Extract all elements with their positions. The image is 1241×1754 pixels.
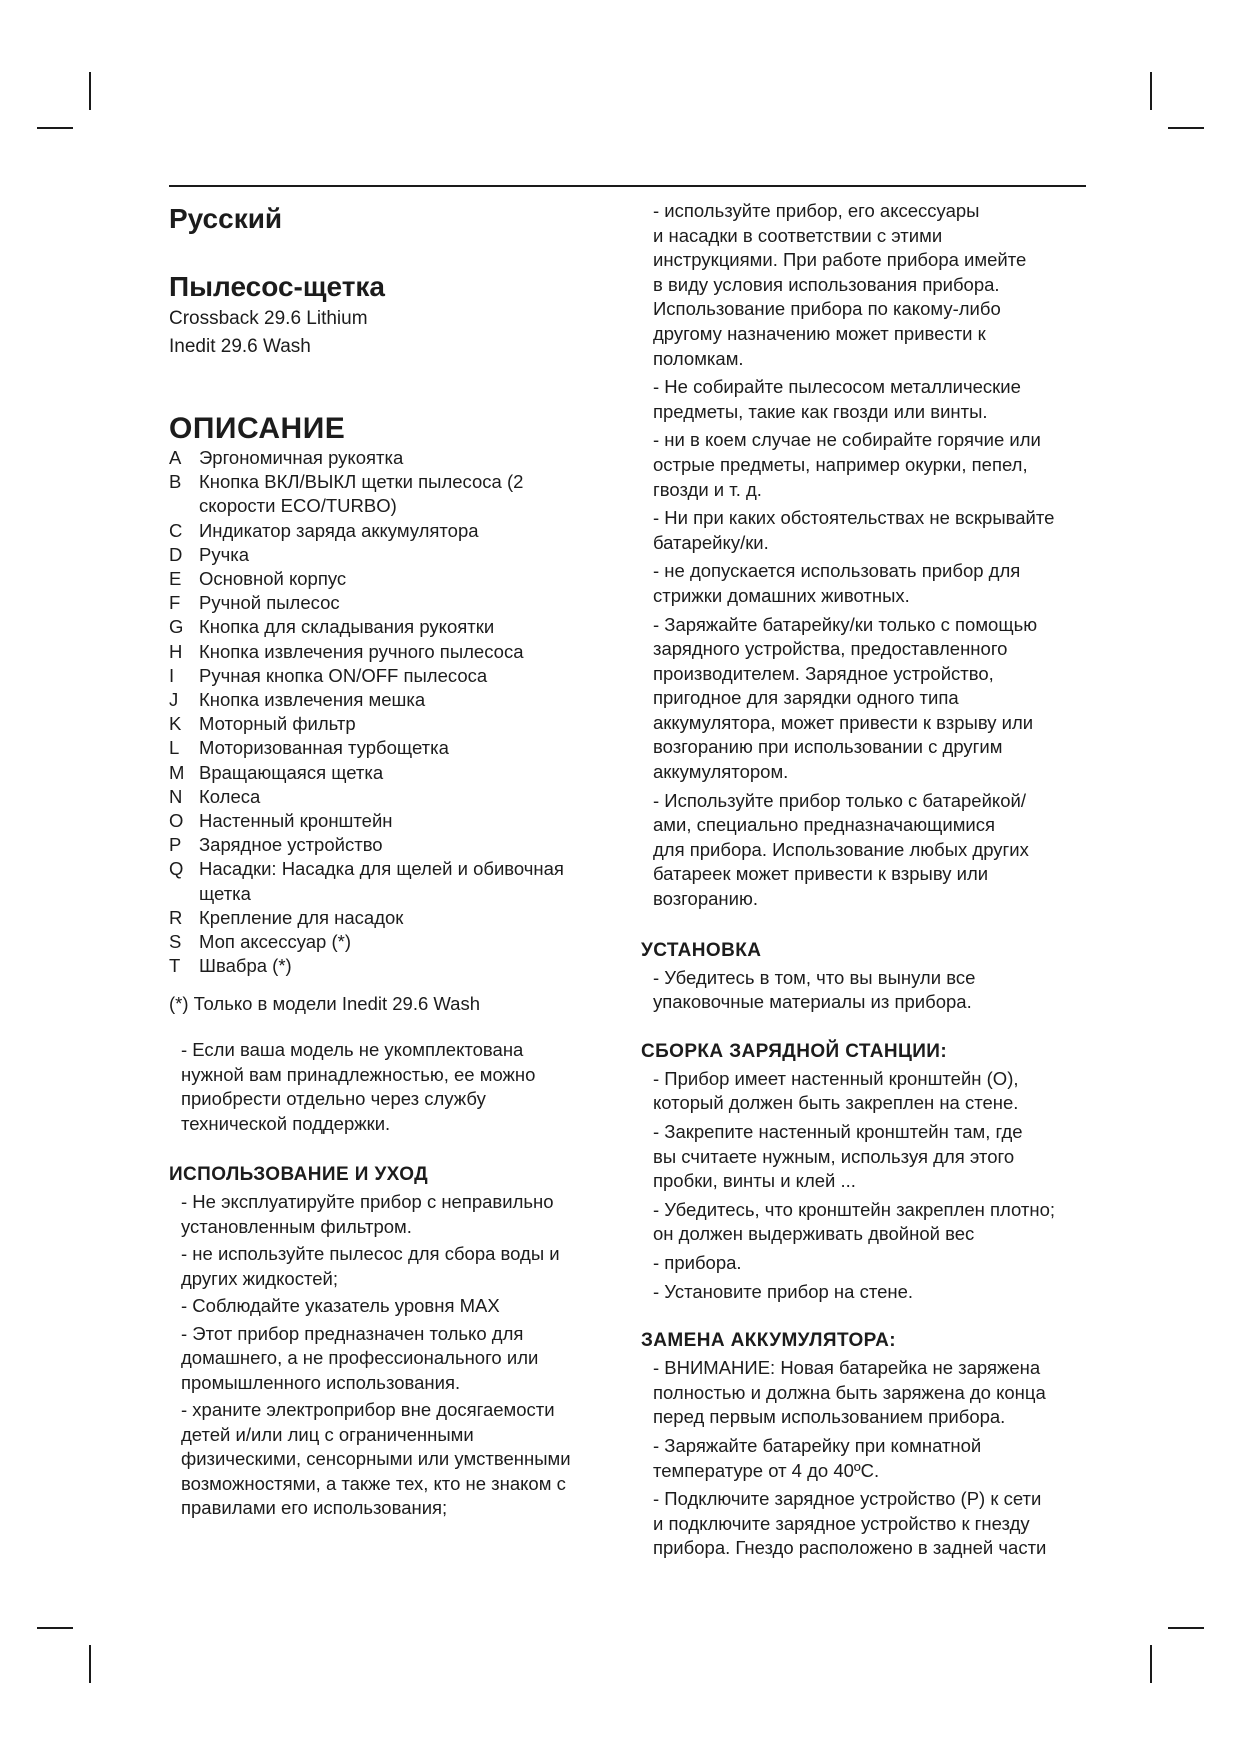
text-line: он должен выдерживать двойной вес xyxy=(653,1223,975,1245)
description-key: N xyxy=(169,785,183,807)
text-line: возможностями, а также тех, кто не знаком с xyxy=(181,1472,566,1494)
description-item xyxy=(169,543,624,567)
description-key: C xyxy=(169,519,183,541)
text-line: - Этот прибор предназначен только для xyxy=(181,1322,524,1344)
text-line: предметы, такие как гвозди или винты. xyxy=(653,400,988,422)
bullet-paragraph xyxy=(641,1356,1096,1430)
charging-station-list xyxy=(641,1067,1096,1304)
bullet-paragraph xyxy=(641,1198,1096,1247)
description-item xyxy=(169,785,624,809)
text-line: - используйте прибор, его аксессуары xyxy=(653,200,980,221)
installation-list xyxy=(641,966,1096,1015)
text-line: и подключите зарядное устройство к гнезду xyxy=(653,1512,1030,1534)
text-line: других жидкостей; xyxy=(181,1267,338,1289)
note-line: приобрести отдельно через службу xyxy=(181,1088,486,1110)
description-key: E xyxy=(169,568,182,590)
bullet-paragraph xyxy=(169,1322,624,1396)
crop-mark xyxy=(89,1645,91,1683)
usage-heading: ИСПОЛЬЗОВАНИЕ И УХОД xyxy=(169,1164,429,1186)
bullet-paragraph xyxy=(641,1487,1096,1561)
right-column xyxy=(641,199,1096,1565)
text-line: аккумулятора, может привести к взрыву или xyxy=(653,711,1034,733)
text-line: возгоранию. xyxy=(653,888,758,910)
description-key: I xyxy=(169,664,175,686)
description-key: P xyxy=(169,834,182,856)
description-key: O xyxy=(169,810,184,832)
text-line: - Заряжайте батарейку при комнатной xyxy=(653,1434,982,1456)
battery-list xyxy=(641,1356,1096,1561)
description-key: J xyxy=(169,689,179,711)
footnote: (*) Только в модели Inedit 29.6 Wash xyxy=(169,993,481,1015)
text-line: поломкам. xyxy=(653,347,744,369)
text-line: возгоранию при использовании с другим xyxy=(653,736,1003,758)
text-line: гвозди и т. д. xyxy=(653,478,762,500)
text-line: - Ни при каких обстоятельствах не вскрывайте xyxy=(653,507,1055,529)
description-text: Индикатор заряда аккумулятора xyxy=(199,519,479,541)
description-item xyxy=(169,591,624,615)
crop-mark xyxy=(37,127,73,129)
description-key: G xyxy=(169,616,184,638)
description-heading: ОПИСАНИЕ xyxy=(169,412,346,445)
bullet-paragraph xyxy=(641,506,1096,555)
text-line: который должен быть закреплен на стене. xyxy=(653,1092,1019,1114)
bullet-paragraph xyxy=(641,1067,1096,1116)
text-line: батарейку/ки. xyxy=(653,531,769,553)
text-line: упаковочные материалы из прибора. xyxy=(653,991,972,1013)
description-item xyxy=(169,446,624,470)
crop-mark xyxy=(89,72,91,110)
text-line: пробки, винты и клей ... xyxy=(653,1170,856,1192)
text-line: - ни в коем случае не собирайте горячие или xyxy=(653,429,1041,451)
description-item xyxy=(169,688,624,712)
top-rule xyxy=(169,185,1086,187)
installation-heading: УСТАНОВКА xyxy=(641,939,762,961)
bullet-paragraph xyxy=(169,1242,624,1291)
description-item xyxy=(169,809,624,833)
crop-mark xyxy=(1168,1627,1204,1629)
battery-heading: ЗАМЕНА АККУМУЛЯТОРА: xyxy=(641,1330,896,1352)
bullet-paragraph xyxy=(641,1280,1096,1305)
text-line: зарядного устройства, предоставленного xyxy=(653,638,1008,660)
description-key: R xyxy=(169,906,183,928)
text-line: - Не эксплуатируйте прибор с неправильно xyxy=(181,1191,554,1213)
description-text: Вращающаяся щетка xyxy=(199,761,384,783)
text-line: промышленного использования. xyxy=(181,1371,461,1393)
bullet-paragraph xyxy=(641,375,1096,424)
description-key: T xyxy=(169,955,181,977)
description-text: Швабра (*) xyxy=(199,955,292,977)
text-line: установленным фильтром. xyxy=(181,1215,412,1237)
description-text: Кнопка извлечения мешка xyxy=(199,689,426,711)
text-line: - Подключите зарядное устройство (P) к сети xyxy=(653,1488,1042,1510)
crop-mark xyxy=(1150,1645,1152,1683)
description-key: B xyxy=(169,471,182,493)
description-key: Q xyxy=(169,858,184,880)
text-line: инструкциями. При работе прибора имейте xyxy=(653,249,1027,271)
bullet-paragraph xyxy=(169,1294,624,1319)
bullet-paragraph xyxy=(169,1190,624,1239)
description-item xyxy=(169,930,624,954)
text-line: перед первым использованием прибора. xyxy=(653,1406,1006,1428)
text-line: домашнего, а не профессионального или xyxy=(181,1347,539,1369)
description-item xyxy=(169,664,624,688)
text-line: производителем. Зарядное устройство, xyxy=(653,662,994,684)
description-text: Зарядное устройство xyxy=(199,834,383,856)
text-line: аккумулятором. xyxy=(653,761,789,783)
text-line: ами, специально предназначающимися xyxy=(653,814,996,836)
text-line: температуре от 4 до 40ºC. xyxy=(653,1459,880,1481)
description-item xyxy=(169,640,624,664)
model-name: Inedit 29.6 Wash xyxy=(169,336,311,357)
description-item xyxy=(169,954,624,978)
product-title: Пылесос-щетка xyxy=(169,271,385,302)
text-line: в виду условия использования прибора. xyxy=(653,273,1000,295)
language-heading: Русский xyxy=(169,203,283,234)
text-line: для прибора. Использование любых других xyxy=(653,838,1029,860)
bullet-paragraph xyxy=(641,1434,1096,1483)
text-line: правилами его использования; xyxy=(181,1497,448,1519)
description-text: Ручная кнопка ON/OFF пылесоса xyxy=(199,664,488,686)
bullet-paragraph xyxy=(641,1120,1096,1194)
description-item xyxy=(169,470,624,518)
text-line: - Соблюдайте указатель уровня MAX xyxy=(181,1295,500,1317)
note-line: технической поддержки. xyxy=(181,1112,391,1134)
description-item xyxy=(169,833,624,857)
description-item xyxy=(169,857,624,905)
text-line: Использование прибора по какому-либо xyxy=(653,298,1001,320)
text-line: - не допускается использовать прибор для xyxy=(653,560,1021,582)
description-item xyxy=(169,519,624,543)
description-text: Настенный кронштейн xyxy=(199,810,393,832)
description-key: D xyxy=(169,543,183,565)
text-line: - ВНИМАНИЕ: Новая батарейка не заряжена xyxy=(653,1357,1041,1379)
text-line: пригодное для зарядки одного типа xyxy=(653,687,959,709)
description-key: H xyxy=(169,640,183,662)
bullet-paragraph xyxy=(641,966,1096,1015)
description-item xyxy=(169,567,624,591)
crop-mark xyxy=(37,1627,73,1629)
text-line: вы считаете нужным, используя для этого xyxy=(653,1145,1015,1167)
text-line: батареек может привести к взрыву или xyxy=(653,863,989,885)
left-column xyxy=(169,198,624,1524)
bullet-paragraph xyxy=(641,199,1096,371)
description-key: S xyxy=(169,931,182,953)
text-line: физическими, сенсорными или умственными xyxy=(181,1448,571,1470)
text-line: прибора. Гнездо расположено в задней части xyxy=(653,1537,1047,1559)
description-item xyxy=(169,761,624,785)
description-list xyxy=(169,446,624,978)
charging-station-heading: СБОРКА ЗАРЯДНОЙ СТАНЦИИ: xyxy=(641,1040,948,1062)
text-line: и насадки в соответствии с этими xyxy=(653,224,943,246)
text-line: - прибора. xyxy=(653,1251,742,1273)
description-text: Основной корпус xyxy=(199,568,347,590)
description-text: Крепление для насадок xyxy=(199,906,404,928)
description-key: M xyxy=(169,761,185,783)
text-line: - Установите прибор на стене. xyxy=(653,1280,914,1302)
model-name: Crossback 29.6 Lithium xyxy=(169,308,368,329)
description-text: Колеса xyxy=(199,785,261,807)
description-text: Насадки: Насадка для щелей и обивочная щетка xyxy=(199,858,564,904)
bullet-paragraph xyxy=(641,1251,1096,1276)
description-text: Кнопка для складывания рукоятки xyxy=(199,616,495,638)
description-key: A xyxy=(169,447,182,468)
description-text: Кнопка ВКЛ/ВЫКЛ щетки пылесоса (2 скорости ECO/TURBO) xyxy=(199,471,524,517)
description-text: Ручной пылесос xyxy=(199,592,340,614)
usage-list-right xyxy=(641,199,1096,912)
description-item xyxy=(169,712,624,736)
text-line: острые предметы, например окурки, пепел, xyxy=(653,453,1028,475)
description-item xyxy=(169,736,624,760)
description-text: Эргономичная рукоятка xyxy=(199,447,404,468)
text-line: другому назначению может привести к xyxy=(653,322,986,344)
accessory-note xyxy=(169,1038,624,1136)
text-line: детей и/или лиц с ограниченными xyxy=(181,1423,474,1445)
bullet-paragraph xyxy=(641,428,1096,502)
text-line: - Заряжайте батарейку/ки только с помощью xyxy=(653,613,1038,635)
text-line: - Прибор имеет настенный кронштейн (О), xyxy=(653,1067,1019,1089)
description-text: Моторный фильтр xyxy=(199,713,356,735)
crop-mark xyxy=(1150,72,1152,110)
description-text: Ручка xyxy=(199,543,250,565)
crop-mark xyxy=(1168,127,1204,129)
text-line: - храните электроприбор вне досягаемости xyxy=(181,1399,555,1421)
description-item xyxy=(169,906,624,930)
text-line: полностью и должна быть заряжена до конца xyxy=(653,1381,1046,1403)
description-text: Моп аксессуар (*) xyxy=(199,931,351,953)
bullet-paragraph xyxy=(641,789,1096,912)
note-line: - Если ваша модель не укомплектована xyxy=(181,1039,524,1061)
text-line: - Используйте прибор только с батарейкой/ xyxy=(653,789,1026,811)
usage-list-left xyxy=(169,1190,624,1521)
text-line: - Убедитесь, что кронштейн закреплен плотно; xyxy=(653,1198,1055,1220)
description-text: Кнопка извлечения ручного пылесоса xyxy=(199,640,524,662)
bullet-paragraph xyxy=(641,559,1096,608)
text-line: - Убедитесь в том, что вы вынули все xyxy=(653,966,976,988)
description-item xyxy=(169,615,624,639)
text-line: - Не собирайте пылесосом металлические xyxy=(653,376,1021,398)
bullet-paragraph xyxy=(641,613,1096,785)
text-line: - Закрепите настенный кронштейн там, где xyxy=(653,1121,1023,1142)
description-key: K xyxy=(169,713,182,735)
text-line: - не используйте пылесос для сбора воды и xyxy=(181,1243,560,1265)
text-line: стрижки домашних животных. xyxy=(653,584,910,606)
description-text: Моторизованная турбощетка xyxy=(199,737,449,759)
description-key: L xyxy=(169,737,180,759)
note-line: нужной вам принадлежностью, ее можно xyxy=(181,1063,536,1085)
description-key: F xyxy=(169,592,181,614)
bullet-paragraph xyxy=(169,1398,624,1521)
